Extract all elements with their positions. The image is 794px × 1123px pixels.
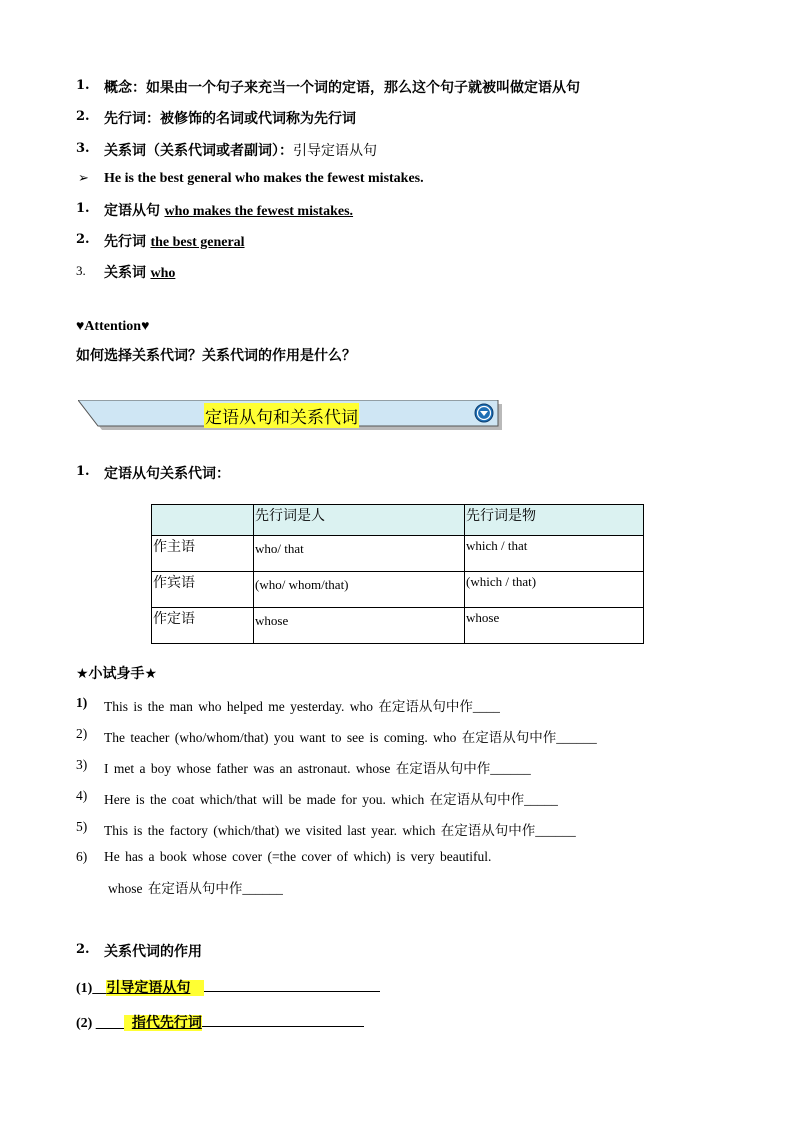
table-row-label: 作定语 xyxy=(152,608,254,644)
table-header-cell xyxy=(152,505,254,536)
part-clause xyxy=(104,200,353,220)
practice-item-6: He has a book whose cover (=the cover of which) is very beautiful. xyxy=(104,849,492,864)
antecedent-definition: 先行词：被修饰的名词或代词称为先行词 xyxy=(104,111,356,127)
practice-item-1: This is the man who helped me yesterday. who 在定语从句中作____ xyxy=(104,699,500,714)
example-sentence: He is the best general who makes the fewest mistakes. xyxy=(104,171,424,186)
table-header-cell: 先行词是人 xyxy=(254,505,465,536)
table-cell: which / that xyxy=(465,536,644,572)
part-relative-value: who xyxy=(150,266,176,281)
relative-pronoun-table xyxy=(151,504,644,644)
part-num-1: 1. xyxy=(76,201,90,216)
table-cell: (who/ whom/that) xyxy=(254,572,465,608)
practice-item-5: This is the factory (which/that) we visited last year. which 在定语从句中作______ xyxy=(104,823,576,838)
table-row xyxy=(152,572,644,608)
practice-num: 6) xyxy=(76,849,88,864)
practice-item-4: Here is the coat which/that will be made for you. which 在定语从句中作_____ xyxy=(104,792,558,807)
practice-item-2: The teacher (who/whom/that) you want to see is coming. who 在定语从句中作______ xyxy=(104,730,597,745)
section2-title: 关系代词的作用 xyxy=(104,944,202,960)
practice-title: ★小试身手★ xyxy=(76,666,158,682)
relative-word-label: 关系词（关系代词或者副词）： xyxy=(104,143,293,159)
practice-num: 5) xyxy=(76,819,88,834)
practice-num: 4) xyxy=(76,788,88,803)
table-row-label: 作主语 xyxy=(152,536,254,572)
chevron-down-circle-icon xyxy=(474,403,494,423)
intro-num-3: 3. xyxy=(76,141,90,156)
part-clause-label: 定语从句 xyxy=(104,203,160,219)
relative-word-definition xyxy=(104,140,377,160)
answer-lead-blank: __ xyxy=(92,981,107,996)
banner-title: 定语从句和关系代词 xyxy=(204,403,359,428)
part-relative xyxy=(104,262,175,282)
answer-line-2 xyxy=(76,1012,364,1032)
part-antecedent xyxy=(104,231,245,251)
answer-lead-blank: ____ xyxy=(95,1016,124,1031)
table-cell: who/ that xyxy=(254,536,465,572)
answer-num: (1) xyxy=(76,981,93,996)
table-cell: whose xyxy=(465,608,644,644)
concept-definition: 概念：如果由一个句子来充当一个词的定语，那么这个句子就被叫做定语从句 xyxy=(104,80,580,96)
practice-item-3: I met a boy whose father was an astronaut. whose 在定语从句中作______ xyxy=(104,761,531,776)
table-row xyxy=(152,608,644,644)
table-header-cell: 先行词是物 xyxy=(465,505,644,536)
intro-num-2: 2. xyxy=(76,109,90,124)
section-banner xyxy=(78,400,502,430)
part-clause-value: who makes the fewest mistakes. xyxy=(164,204,354,219)
table-row-label: 作宾语 xyxy=(152,572,254,608)
attention-question: 如何选择关系代词？关系代词的作用是什么？ xyxy=(76,348,356,364)
answer-highlight: 指代先行词 xyxy=(124,1015,202,1031)
table-row xyxy=(152,536,644,572)
practice-num: 1) xyxy=(76,695,88,710)
section1-title: 定语从句关系代词： xyxy=(104,466,230,482)
intro-num-1: 1. xyxy=(76,78,90,93)
answer-blank xyxy=(202,1014,364,1027)
part-antecedent-label: 先行词 xyxy=(104,234,146,250)
practice-item-6-blank: whose 在定语从句中作______ xyxy=(108,881,283,896)
section1-num: 1. xyxy=(76,464,90,479)
answer-num: (2) xyxy=(76,1016,93,1031)
table-cell: whose xyxy=(254,608,465,644)
relative-word-rest: 引导定语从句 xyxy=(293,143,377,159)
section2-num: 2. xyxy=(76,942,90,957)
part-antecedent-value: the best general xyxy=(150,235,245,250)
answer-blank xyxy=(204,979,380,992)
answer-line-1 xyxy=(76,977,380,997)
table-header-row xyxy=(152,505,644,536)
practice-num: 2) xyxy=(76,726,88,741)
arrow-bullet-icon: ➢ xyxy=(78,171,89,186)
table-cell: (which / that) xyxy=(465,572,644,608)
attention-title: ♥Attention♥ xyxy=(76,319,150,334)
part-num-2: 2. xyxy=(76,232,90,247)
part-num-3: 3. xyxy=(76,263,86,278)
answer-highlight: 引导定语从句 xyxy=(106,980,204,996)
practice-num: 3) xyxy=(76,757,88,772)
part-relative-label: 关系词 xyxy=(104,265,146,281)
